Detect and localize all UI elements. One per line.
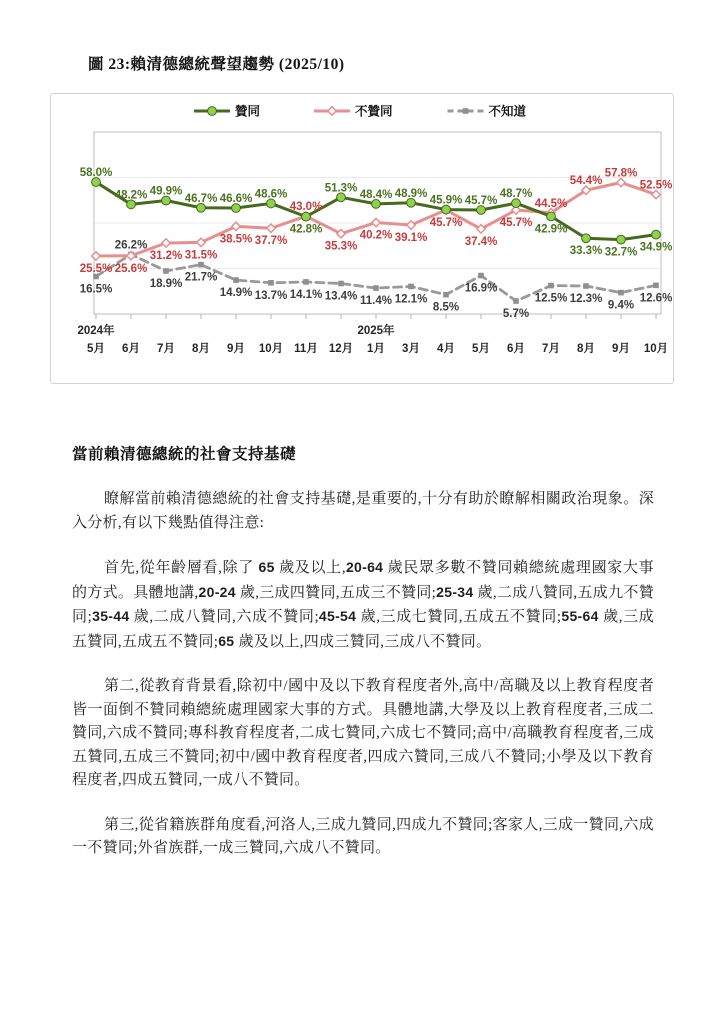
svg-text:45.7%: 45.7% — [464, 195, 498, 208]
svg-text:58.0%: 58.0% — [79, 167, 113, 180]
body-text — [72, 442, 654, 882]
svg-text:31.2%: 31.2% — [149, 250, 183, 263]
svg-text:51.3%: 51.3% — [324, 182, 358, 195]
svg-text:43.0%: 43.0% — [289, 201, 323, 214]
svg-text:不知道: 不知道 — [488, 104, 527, 119]
svg-text:5.7%: 5.7% — [502, 308, 530, 321]
chart-legend — [194, 104, 527, 119]
svg-text:8月: 8月 — [192, 343, 210, 355]
svg-text:45.7%: 45.7% — [499, 217, 533, 230]
svg-text:34.9%: 34.9% — [639, 241, 672, 254]
svg-text:14.9%: 14.9% — [219, 287, 253, 300]
svg-text:5月: 5月 — [472, 343, 490, 355]
svg-text:21.7%: 21.7% — [184, 271, 218, 284]
svg-text:6月: 6月 — [507, 343, 525, 355]
svg-text:12.5%: 12.5% — [534, 292, 568, 305]
svg-text:45.9%: 45.9% — [429, 194, 463, 207]
trend-chart — [51, 94, 672, 381]
svg-text:48.2%: 48.2% — [114, 189, 148, 202]
legend-item-approve — [194, 104, 261, 119]
svg-text:46.6%: 46.6% — [219, 192, 253, 205]
svg-text:38.5%: 38.5% — [219, 233, 253, 246]
svg-text:11.4%: 11.4% — [360, 295, 392, 308]
svg-text:48.7%: 48.7% — [499, 188, 533, 201]
svg-text:40.2%: 40.2% — [359, 229, 393, 242]
svg-text:1月: 1月 — [367, 343, 385, 355]
svg-text:42.8%: 42.8% — [289, 223, 323, 236]
section-heading: 當前賴清德總統的社會支持基礎 — [72, 446, 297, 463]
svg-text:7月: 7月 — [157, 343, 175, 355]
x-axis-labels — [77, 323, 668, 355]
svg-text:6月: 6月 — [122, 343, 140, 355]
svg-text:18.9%: 18.9% — [149, 278, 183, 291]
svg-text:35.3%: 35.3% — [324, 240, 358, 253]
svg-text:8月: 8月 — [577, 343, 595, 355]
svg-text:10月: 10月 — [258, 343, 284, 355]
svg-text:46.7%: 46.7% — [184, 192, 218, 205]
svg-text:7月: 7月 — [542, 343, 560, 355]
svg-text:12.1%: 12.1% — [394, 293, 428, 306]
svg-text:9月: 9月 — [612, 343, 630, 355]
svg-text:13.4%: 13.4% — [324, 290, 358, 303]
paragraph: 瞭解當前賴清德總統的社會支持基礎,是重要的,十分有助於瞭解相關政治現象。深入分析,有以下幾點值得注意: — [72, 491, 654, 531]
svg-text:3月: 3月 — [402, 343, 420, 355]
svg-text:44.5%: 44.5% — [534, 197, 568, 210]
paragraph: 第三,從省籍族群角度看,河洛人,三成九贊同,四成九不贊同;客家人,三成一贊同,六成一不贊同;外省族群,一成三贊同,六成八不贊同。 — [72, 816, 654, 856]
svg-text:5月: 5月 — [87, 343, 105, 355]
svg-text:45.7%: 45.7% — [429, 217, 463, 230]
svg-text:11月: 11月 — [294, 343, 318, 355]
svg-text:12月: 12月 — [328, 343, 354, 355]
svg-text:9.4%: 9.4% — [607, 299, 635, 312]
svg-text:52.5%: 52.5% — [639, 179, 672, 192]
svg-text:8.5%: 8.5% — [432, 301, 460, 314]
svg-text:37.4%: 37.4% — [464, 235, 498, 248]
paragraph-list — [72, 488, 654, 861]
svg-text:31.5%: 31.5% — [184, 249, 218, 262]
svg-text:39.1%: 39.1% — [394, 232, 428, 245]
figure-title: 圖 23:賴清德總統聲望趨勢 (2025/10) — [88, 56, 345, 73]
svg-text:贊同: 贊同 — [235, 104, 261, 119]
svg-text:9月: 9月 — [227, 343, 245, 355]
svg-text:10月: 10月 — [643, 343, 669, 355]
paragraph: 首先,從年齡層看,除了 65 歲及以上,20-64 歲民眾多數不贊同賴總統處理國家大事的方式。具體地講,20-24 歲,三成四贊同,五成三不贊同;25-34 歲,二成八贊同,五成九不贊同;35-44 歲,二成八贊同,六成不贊同;45-54 歲,三成七贊同,五成五不贊同;55-64 歲,三成五贊同,五成五不贊同;65 歲及以上,四成三贊同,三成八不贊同。 — [72, 559, 655, 650]
svg-text:12.3%: 12.3% — [569, 293, 603, 306]
svg-text:4月: 4月 — [437, 343, 455, 355]
svg-text:57.8%: 57.8% — [604, 167, 638, 180]
svg-text:2024年: 2024年 — [77, 325, 115, 337]
svg-text:26.2%: 26.2% — [114, 239, 148, 252]
legend-item-unknown — [448, 104, 527, 119]
svg-text:2025年: 2025年 — [357, 325, 395, 337]
svg-text:13.7%: 13.7% — [254, 289, 288, 302]
svg-text:25.5%: 25.5% — [79, 262, 113, 275]
svg-text:48.9%: 48.9% — [394, 187, 428, 200]
svg-text:32.7%: 32.7% — [604, 246, 638, 259]
trend-chart-frame — [50, 93, 674, 384]
legend-item-disapprove — [314, 104, 393, 119]
svg-text:14.1%: 14.1% — [289, 288, 323, 301]
paragraph: 第二,從教育背景看,除初中/國中及以下教育程度者外,高中/高職及以上教育程度者皆一面倒不贊同賴總統處理國家大事的方式。具體地講,大學及以上教育程度者,三成二贊同,六成不贊同;專科教育程度者,二成七贊同,六成七不贊同;高中/高職教育程度者,三成五贊同,五成三不贊同;初中/國中教育程度者,四成六贊同,三成八不贊同;小學及以下教育程度者,四成五贊同,一成八不贊同。 — [72, 678, 654, 788]
svg-text:48.6%: 48.6% — [254, 188, 288, 201]
svg-text:16.9%: 16.9% — [464, 282, 498, 295]
svg-text:37.7%: 37.7% — [254, 235, 288, 248]
svg-text:16.5%: 16.5% — [79, 283, 113, 296]
svg-text:不贊同: 不贊同 — [355, 104, 393, 119]
svg-text:42.9%: 42.9% — [534, 223, 568, 236]
svg-text:33.3%: 33.3% — [569, 245, 603, 258]
svg-text:48.4%: 48.4% — [359, 188, 393, 201]
svg-text:12.6%: 12.6% — [639, 292, 672, 305]
svg-text:54.4%: 54.4% — [569, 175, 603, 188]
svg-text:25.6%: 25.6% — [114, 262, 148, 275]
svg-text:49.9%: 49.9% — [149, 185, 183, 198]
